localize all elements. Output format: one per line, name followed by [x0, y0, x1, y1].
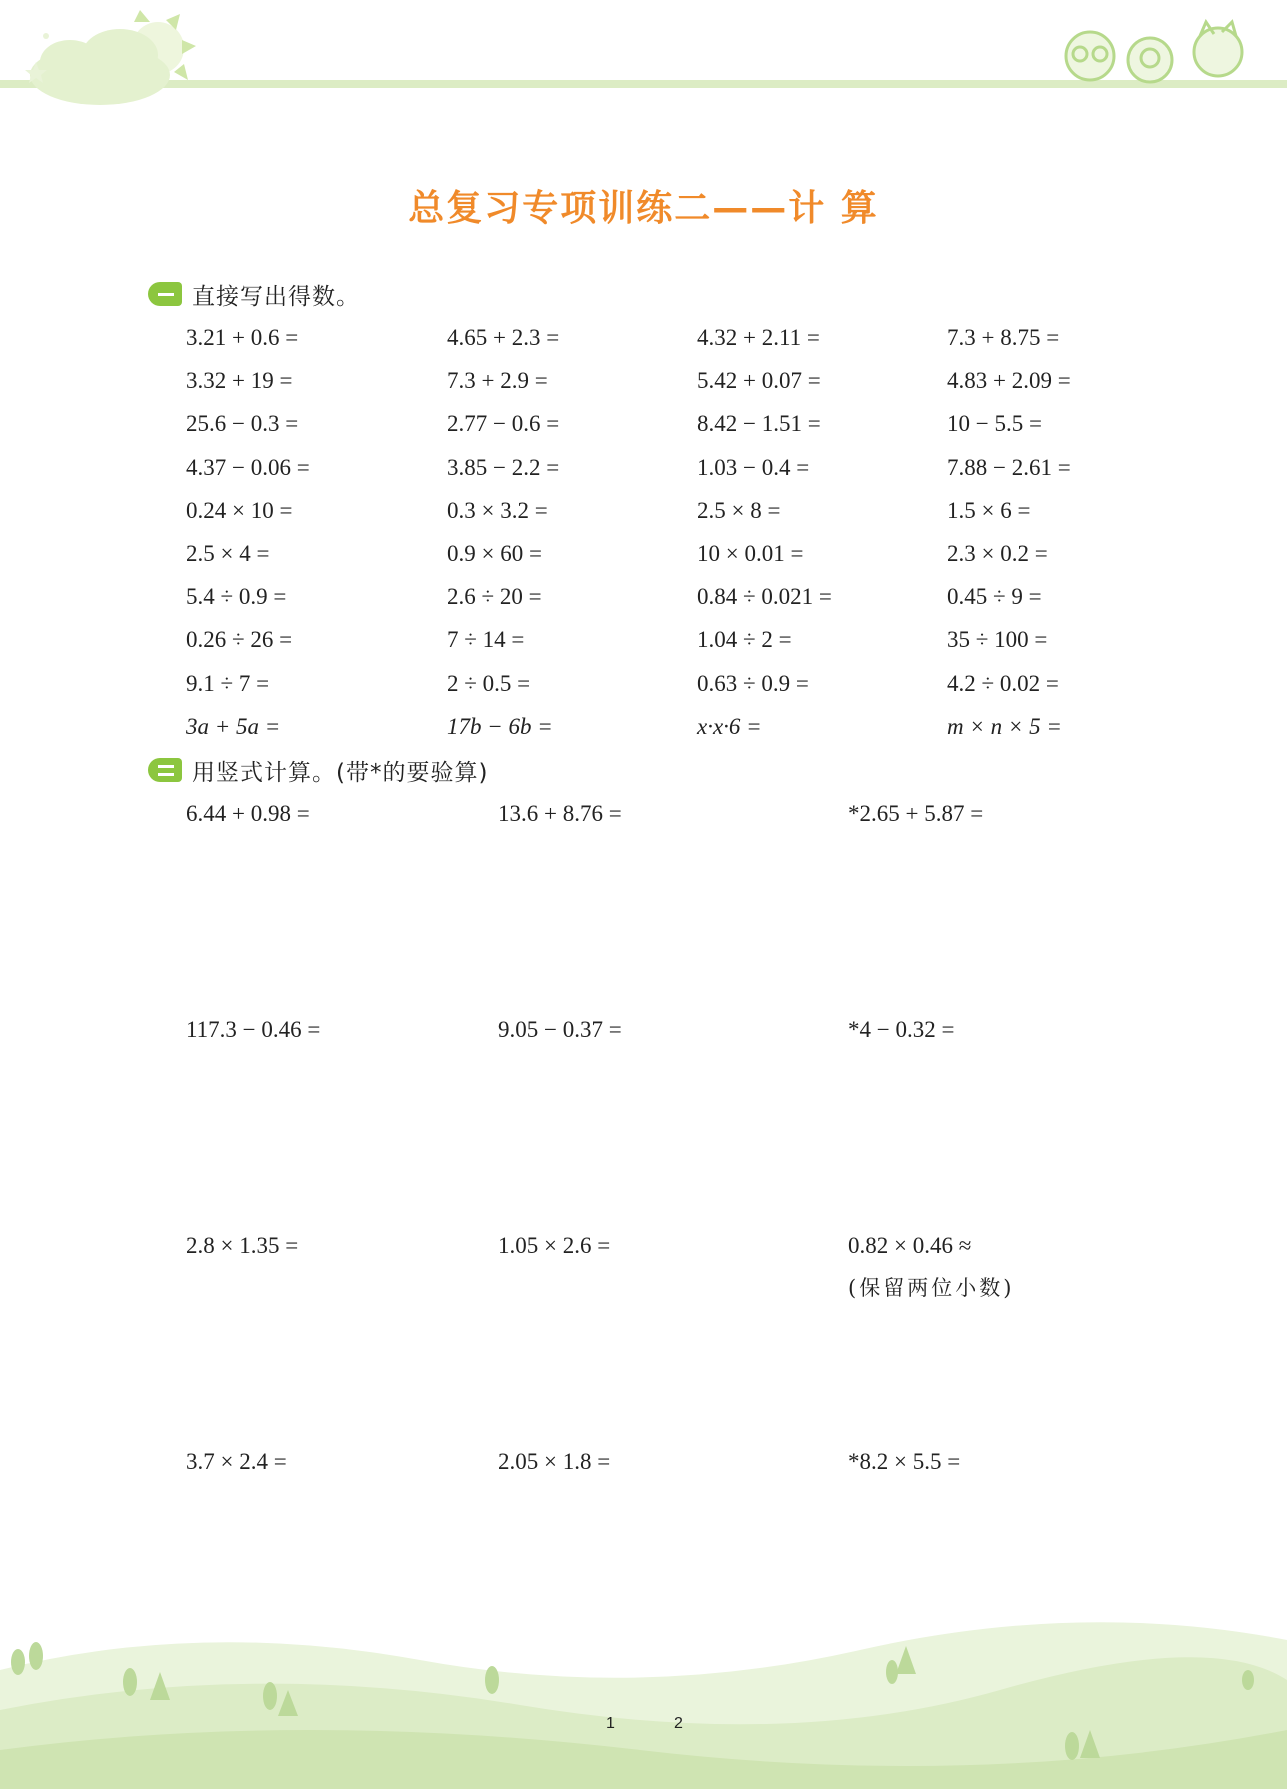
page-number-right: 2	[674, 1715, 683, 1732]
oral-item: 9.1 ÷ 7 =	[186, 670, 270, 696]
oral-item: 3.32 + 19 =	[186, 368, 293, 394]
oral-item: 2 ÷ 0.5 =	[447, 670, 531, 696]
oral-item: 0.45 ÷ 9 =	[947, 584, 1042, 610]
oral-item: 5.42 + 0.07 =	[697, 368, 821, 394]
page-number-left: 1	[606, 1715, 615, 1732]
vertical-item: 3.7 × 2.4 =	[186, 1449, 287, 1474]
section-1-header	[148, 279, 360, 309]
oral-item: 17b − 6b =	[447, 713, 553, 739]
vertical-item: 2.8 × 1.35 =	[186, 1233, 299, 1258]
oral-item: 35 ÷ 100 =	[947, 627, 1048, 653]
oral-item: 4.2 ÷ 0.02 =	[947, 670, 1059, 696]
oral-item: 2.77 − 0.6 =	[447, 411, 560, 437]
section-1-title: 直接写出得数。	[192, 283, 360, 310]
vertical-item: 1.05 × 2.6 =	[498, 1233, 611, 1258]
page-title: 总复习专项训练二——计 算	[408, 188, 879, 229]
oral-item: 1.04 ÷ 2 =	[697, 627, 792, 653]
animal-friends-icon	[1066, 22, 1242, 82]
oral-item: 4.32 + 2.11 =	[697, 325, 820, 350]
vertical-item: 13.6 + 8.76 =	[498, 801, 622, 826]
oral-item: m × n × 5 =	[947, 713, 1062, 739]
oral-item: 7.88 − 2.61 =	[947, 454, 1071, 480]
section-2-header	[148, 755, 488, 785]
oral-item: 1.5 × 6 =	[947, 497, 1031, 523]
oral-item: x·x·6 =	[697, 713, 762, 739]
section-1-badge-icon	[148, 282, 182, 306]
oral-item: 5.4 ÷ 0.9 =	[186, 584, 287, 610]
oral-item: 10 − 5.5 =	[947, 411, 1042, 437]
oral-item: 0.63 ÷ 0.9 =	[697, 670, 809, 696]
oral-item: 4.37 − 0.06 =	[186, 454, 310, 480]
oral-calculation-grid	[186, 322, 1186, 754]
vertical-item: *8.2 × 5.5 =	[848, 1449, 961, 1474]
oral-item: 3a + 5a =	[186, 713, 281, 739]
oral-item: 7.3 + 8.75 =	[947, 325, 1060, 350]
oral-item: 3.85 − 2.2 =	[447, 454, 560, 480]
oral-item: 4.65 + 2.3 =	[447, 325, 560, 350]
oral-item: 2.6 ÷ 20 =	[447, 584, 542, 610]
oral-item: 7.3 + 2.9 =	[447, 368, 548, 394]
footer-landscape	[0, 1600, 1287, 1789]
oral-item: 25.6 − 0.3 =	[186, 411, 299, 437]
cloud-icon	[30, 29, 170, 105]
oral-item: 4.83 + 2.09 =	[947, 368, 1071, 394]
oral-item: 0.26 ÷ 26 =	[186, 627, 293, 653]
oral-item: 0.84 ÷ 0.021 =	[697, 584, 832, 610]
section-2-badge-icon	[148, 758, 182, 782]
header-decoration	[0, 0, 1287, 120]
vertical-item: 0.82 × 0.46 ≈	[848, 1233, 972, 1258]
oral-item: 0.9 × 60 =	[447, 540, 542, 566]
rounding-note: (保留两位小数)	[848, 1276, 1015, 1300]
oral-item: 2.3 × 0.2 =	[947, 540, 1048, 566]
oral-item: 7 ÷ 14 =	[447, 627, 525, 653]
vertical-item-with-note	[848, 1230, 1186, 1446]
vertical-item: 9.05 − 0.37 =	[498, 1017, 622, 1042]
vertical-item: *4 − 0.32 =	[848, 1017, 955, 1042]
oral-item: 1.03 − 0.4 =	[697, 454, 810, 480]
oral-item: 8.42 − 1.51 =	[697, 411, 821, 437]
oral-item: 3.21 + 0.6 =	[186, 325, 299, 350]
vertical-item: 6.44 + 0.98 =	[186, 801, 310, 826]
oral-item: 0.3 × 3.2 =	[447, 497, 548, 523]
vertical-calculation-grid	[186, 798, 1186, 1662]
oral-item: 2.5 × 8 =	[697, 497, 781, 523]
oral-item: 2.5 × 4 =	[186, 540, 270, 566]
section-2-title: 用竖式计算。(带*的要验算)	[192, 759, 489, 786]
vertical-item: 117.3 − 0.46 =	[186, 1017, 321, 1042]
oral-item: 0.24 × 10 =	[186, 497, 293, 523]
vertical-item: 2.05 × 1.8 =	[498, 1449, 611, 1474]
oral-item: 10 × 0.01 =	[697, 540, 804, 566]
vertical-item: *2.65 + 5.87 =	[848, 801, 984, 826]
